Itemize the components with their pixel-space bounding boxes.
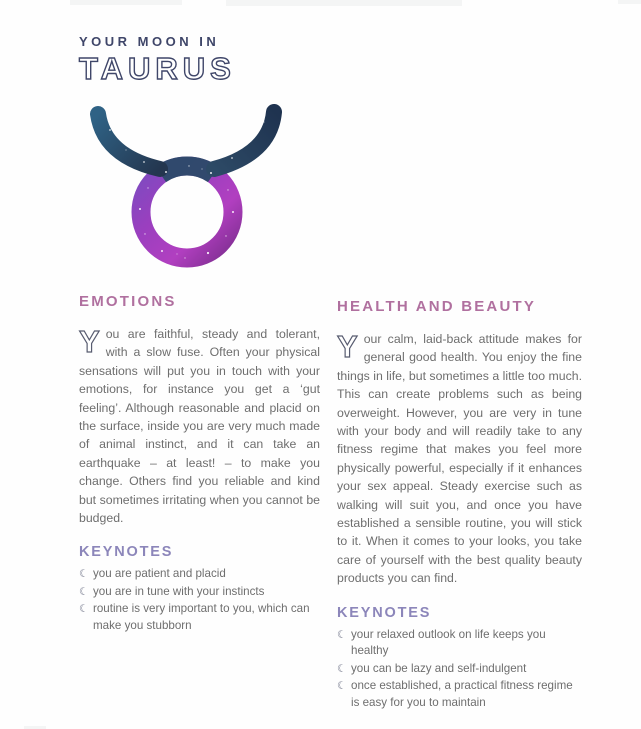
keynote-text: you can be lazy and self-indulgent: [351, 661, 527, 675]
list-item: [337, 627, 582, 660]
crescent-moon-icon: ☽: [337, 680, 347, 693]
emotions-dropcap: Y: [79, 324, 100, 359]
health-keynotes-list: [337, 627, 582, 712]
keynote-text: your relaxed outlook on life keeps you healthy: [351, 627, 546, 658]
list-item: [337, 661, 582, 678]
scan-artifact: [70, 0, 182, 5]
keynote-text: routine is very important to you, which can make you stubborn: [93, 602, 310, 632]
scan-artifact: [618, 0, 641, 4]
emotions-keynotes-list: [79, 566, 320, 634]
page-header: [79, 34, 236, 85]
crescent-moon-icon: ☽: [79, 603, 89, 616]
crescent-moon-icon: ☽: [79, 568, 89, 581]
emotions-paragraph: [79, 325, 320, 527]
list-item: [79, 566, 320, 583]
keynote-text: once established, a practical fitness regime is easy for you to maintain: [351, 679, 573, 709]
emotions-heading: EMOTIONS: [79, 293, 177, 310]
health-keynotes-heading: KEYNOTES: [337, 604, 432, 621]
list-item: [337, 678, 582, 711]
emotions-body-text: ou are faithful, steady and tolerant, with a slow fuse. Often your physical sensations will put you in touch with your emotions, for instance you get a ‘gut feeling’. Although reasonable and placid on the surface, inside you are very much made of animal instinct, and it can take an earthquake – at least! – to make you change. Others find you reliable and kind but sometimes irritating when you cannot be budged.: [79, 327, 320, 526]
eyebrow-text: YOUR MOON IN: [79, 34, 220, 49]
emotions-keynotes-heading: KEYNOTES: [79, 544, 174, 561]
emotions-column: [79, 293, 320, 712]
crescent-moon-icon: ☽: [79, 585, 89, 598]
crescent-moon-icon: ☽: [337, 662, 347, 675]
health-body-text: our calm, laid-back attitude makes for general good health. You enjoy the fine things in life, but sometimes a little too much. This can create problems such as being overweight. However, you are very in tune with your body and will readily take to any fitness regime that makes you feel more physically powerful, especially if it enhances your sex appeal. Steady exercise such as walking will suit you, and once you have established a sensible routine, you will stick to it. When it comes to your looks, you take care of yourself with the best quality beauty products you can find.: [337, 332, 582, 586]
keynote-text: you are patient and placid: [93, 567, 226, 581]
two-column-layout: [79, 293, 582, 712]
crescent-moon-icon: ☽: [337, 628, 347, 641]
page-title: TAURUS: [79, 51, 236, 86]
scan-artifact: [226, 0, 462, 6]
list-item: [79, 584, 320, 601]
list-item: [79, 601, 320, 634]
health-column: [337, 293, 582, 712]
health-dropcap: Y: [337, 329, 358, 364]
keynote-text: you are in tune with your instincts: [93, 584, 265, 598]
taurus-galaxy-icon: [82, 96, 292, 292]
health-paragraph: [337, 330, 582, 588]
health-heading: HEALTH AND BEAUTY: [337, 298, 537, 315]
